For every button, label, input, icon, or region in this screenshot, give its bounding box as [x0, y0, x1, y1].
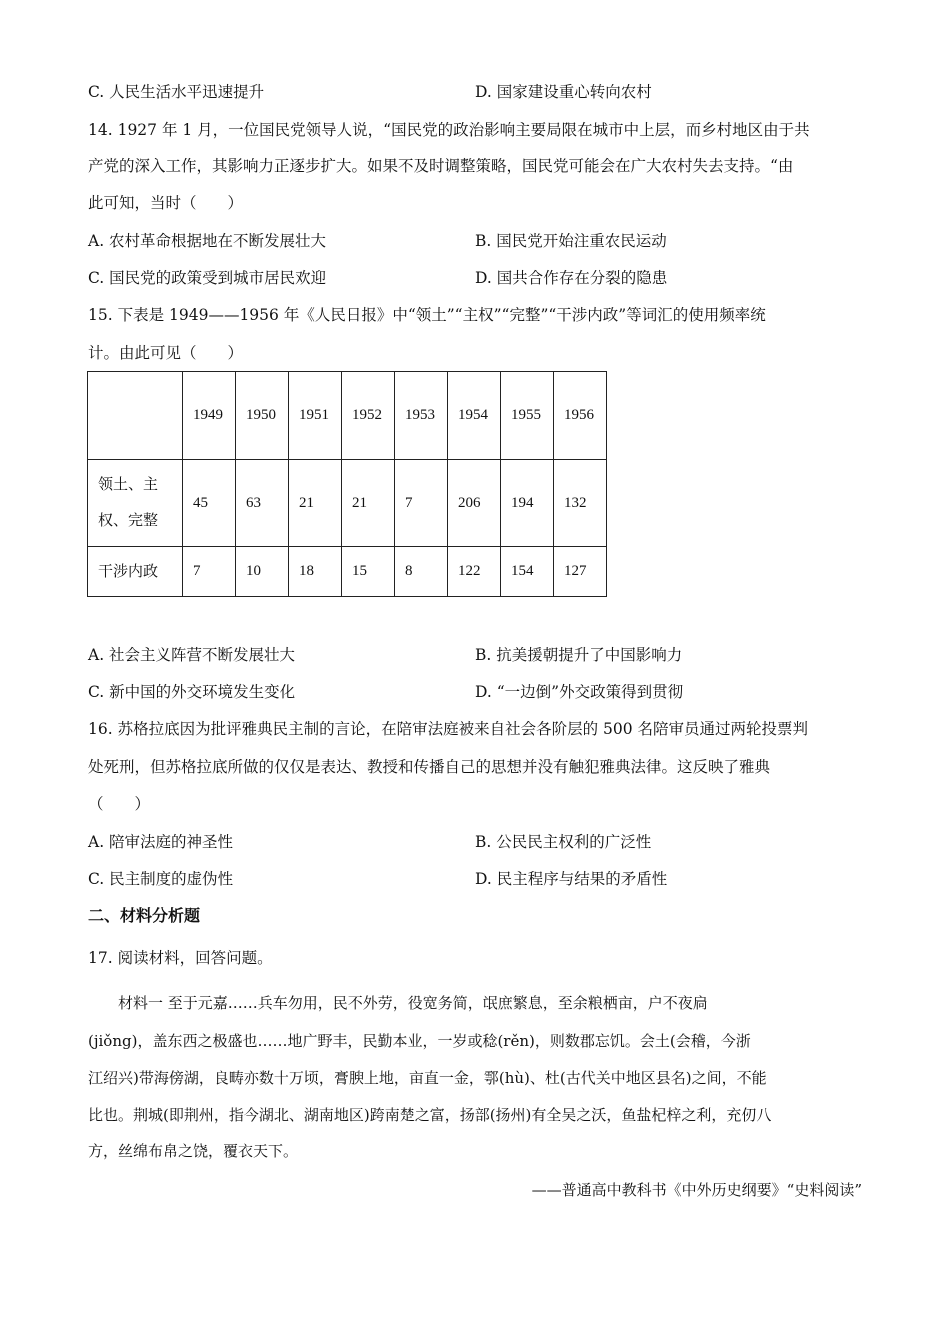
table-cell: 8	[395, 547, 448, 597]
row-label-line-1: 领土、主	[98, 477, 159, 493]
q16-option-d: D. 民主程序与结果的矛盾性	[475, 870, 668, 888]
q17-intro: 17. 阅读材料，回答问题。	[88, 949, 273, 967]
q16-option-a: A. 陪审法庭的神圣性	[88, 833, 234, 851]
q15-option-c: C. 新中国的外交环境发生变化	[88, 683, 296, 701]
table-cell: 18	[289, 547, 342, 597]
q14-option-c: C. 国民党的政策受到城市居民欢迎	[88, 269, 327, 287]
table-header-row	[88, 372, 607, 460]
q14-stem-line-1: 14. 1927 年 1 月，一位国民党领导人说，“国民党的政治影响主要局限在城市中上层，而乡村地区由于共	[88, 121, 810, 139]
table-cell: 7	[183, 547, 236, 597]
table-cell: 127	[554, 547, 607, 597]
year-header: 1954	[448, 372, 501, 460]
table-row	[88, 460, 607, 547]
word-frequency-table	[87, 371, 607, 597]
q16-stem-line-2: 处死刑，但苏格拉底所做的仅仅是表达、教授和传播自己的思想并没有触犯雅典法律。这反映了雅典	[88, 758, 771, 776]
q16-option-c: C. 民主制度的虚伪性	[88, 870, 234, 888]
table-cell: 132	[554, 460, 607, 547]
year-header: 1952	[342, 372, 395, 460]
material-line-5: 方，丝绵布帛之饶，覆衣天下。	[88, 1142, 299, 1160]
q14-option-d: D. 国共合作存在分裂的隐患	[475, 269, 668, 287]
material-line-2: (jiǒng)，盖东西之极盛也……地广野丰，民勤本业，一岁或稔(rěn)，则数郡忘饥。会土(会稽，今浙	[88, 1032, 751, 1050]
q13-option-d: D. 国家建设重心转向农村	[475, 83, 652, 101]
table-cell: 154	[501, 547, 554, 597]
table-cell: 7	[395, 460, 448, 547]
row-label-territory-sovereignty	[88, 460, 183, 547]
table-cell: 194	[501, 460, 554, 547]
table-corner-cell	[88, 372, 183, 460]
year-header: 1949	[183, 372, 236, 460]
q16-stem-line-1: 16. 苏格拉底因为批评雅典民主制的言论，在陪审法庭被来自社会各阶层的 500 名陪审员通过两轮投票判	[88, 720, 809, 738]
table-cell: 122	[448, 547, 501, 597]
year-header: 1955	[501, 372, 554, 460]
q15-stem-line-2: 计。由此可见（ ）	[88, 344, 244, 362]
q14-option-a: A. 农村革命根据地在不断发展壮大	[88, 232, 327, 250]
q14-option-b: B. 国民党开始注重农民运动	[475, 232, 667, 250]
table-cell: 15	[342, 547, 395, 597]
q16-option-b: B. 公民民主权利的广泛性	[475, 833, 652, 851]
q16-stem-line-3: （ ）	[88, 795, 151, 813]
table-cell: 21	[342, 460, 395, 547]
table-cell: 21	[289, 460, 342, 547]
year-header: 1956	[554, 372, 607, 460]
year-header: 1950	[236, 372, 289, 460]
row-label-line-2: 权、完整	[98, 513, 159, 529]
section-2-title: 二、材料分析题	[88, 906, 201, 925]
q15-option-a: A. 社会主义阵营不断发展壮大	[88, 646, 296, 664]
year-header: 1953	[395, 372, 448, 460]
q14-stem-line-2: 产党的深入工作，其影响力正逐步扩大。如果不及时调整策略，国民党可能会在广大农村失去支持。“由	[88, 157, 794, 175]
material-line-4: 比也。荆城(即荆州，指今湖北、湖南地区)跨南楚之富，扬部(扬州)有全吴之沃，鱼盐杞梓之利，充仞八	[88, 1106, 772, 1124]
table-cell: 45	[183, 460, 236, 547]
q15-option-b: B. 抗美援朝提升了中国影响力	[475, 646, 683, 664]
table-cell: 63	[236, 460, 289, 547]
table-cell: 10	[236, 547, 289, 597]
material-line-1: 材料一 至于元嘉……兵车勿用，民不外劳，役宽务简，氓庶繁息，至余粮栖亩，户不夜扃	[88, 994, 708, 1012]
q15-option-d: D. “一边倒”外交政策得到贯彻	[475, 683, 684, 701]
material-line-3: 江绍兴)带海傍湖，良畴亦数十万顷，膏腴上地，亩直一金，鄠(hù)、杜(古代关中地区县名)之间，不能	[88, 1069, 767, 1087]
material-source: ——普通高中教科书《中外历史纲要》“史料阅读”	[531, 1181, 862, 1199]
table-row	[88, 547, 607, 597]
q14-stem-line-3: 此可知，当时（ ）	[88, 194, 244, 212]
q13-option-c: C. 人民生活水平迅速提升	[88, 83, 265, 101]
year-header: 1951	[289, 372, 342, 460]
table-cell: 206	[448, 460, 501, 547]
row-label-interference: 干涉内政	[88, 547, 183, 597]
q15-stem-line-1: 15. 下表是 1949——1956 年《人民日报》中“领土”“主权”“完整”“干涉内政”等词汇的使用频率统	[88, 306, 766, 324]
